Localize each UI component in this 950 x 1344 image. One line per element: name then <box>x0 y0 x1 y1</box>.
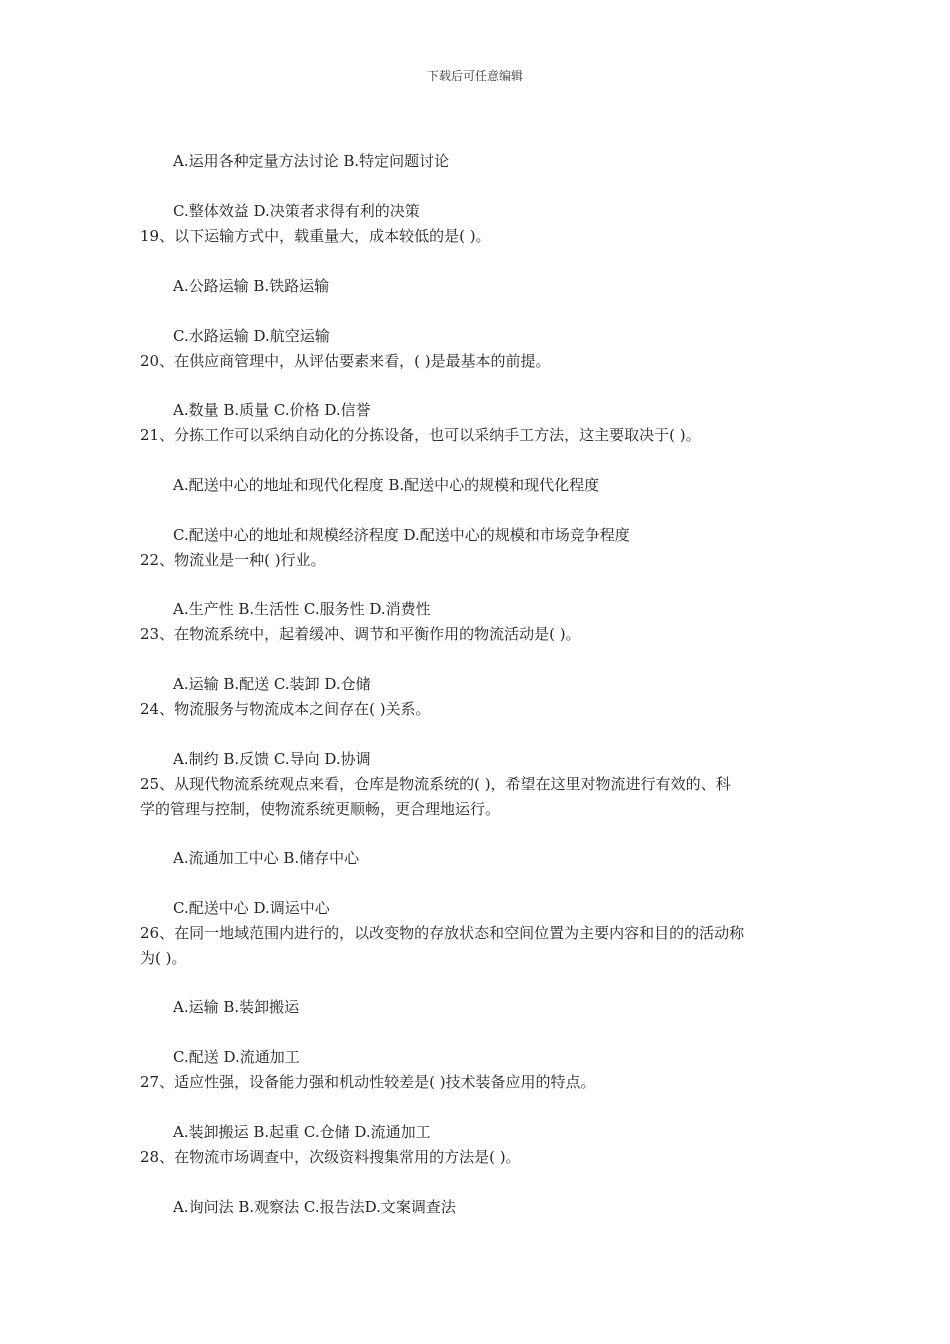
answer-options: C.整体效益 D.决策者求得有利的决策 <box>173 202 420 220</box>
question-text: 学的管理与控制，使物流系统更顺畅，更合理地运行。 <box>140 800 501 818</box>
question-text: 为( )。 <box>140 949 187 967</box>
answer-options: C.配送中心 D.调运中心 <box>173 899 330 917</box>
answer-options: A.制约 B.反馈 C.导向 D.协调 <box>173 750 371 768</box>
page-header: 下载后可任意编辑 <box>426 69 523 83</box>
question-text: 26、在同一地域范围内进行的，以改变物的存放状态和空间位置为主要内容和目的的活动称 <box>140 924 745 942</box>
question-text: 23、在物流系统中，起着缓冲、调节和平衡作用的物流活动是( )。 <box>140 625 581 643</box>
question-text: 28、在物流市场调查中，次级资料搜集常用的方法是( )。 <box>140 1148 521 1166</box>
answer-options: A.配送中心的地址和现代化程度 B.配送中心的规模和现代化程度 <box>173 476 600 494</box>
answer-options: A.公路运输 B.铁路运输 <box>173 277 330 295</box>
answer-options: A.询问法 B.观察法 C.报告法D.文案调查法 <box>173 1198 456 1216</box>
answer-options: C.配送中心的地址和规模经济程度 D.配送中心的规模和市场竞争程度 <box>173 526 630 544</box>
question-text: 19、以下运输方式中，载重量大，成本较低的是( )。 <box>140 227 491 245</box>
answer-options: C.水路运输 D.航空运输 <box>173 327 330 345</box>
question-text: 24、物流服务与物流成本之间存在( )关系。 <box>140 700 431 718</box>
question-text: 22、物流业是一种( )行业。 <box>140 551 326 569</box>
answer-options: A.流通加工中心 B.储存中心 <box>173 849 360 867</box>
answer-options: A.运输 B.配送 C.装卸 D.仓储 <box>173 675 371 693</box>
answer-options: A.数量 B.质量 C.价格 D.信誉 <box>173 401 371 419</box>
question-text: 25、从现代物流系统观点来看，仓库是物流系统的( )，希望在这里对物流进行有效的、科 <box>140 775 731 793</box>
answer-options: A.生产性 B.生活性 C.服务性 D.消费性 <box>173 600 431 618</box>
answer-options: A.运输 B.装卸搬运 <box>173 998 300 1016</box>
answer-options: A.装卸搬运 B.起重 C.仓储 D.流通加工 <box>173 1123 431 1141</box>
question-text: 20、在供应商管理中，从评估要素来看，( )是最基本的前提。 <box>140 352 551 370</box>
answer-options: A.运用各种定量方法讨论 B.特定问题讨论 <box>173 152 450 170</box>
question-text: 27、适应性强，设备能力强和机动性较差是( )技术装备应用的特点。 <box>140 1073 596 1091</box>
question-text: 21、分拣工作可以采纳自动化的分拣设备，也可以采纳手工方法，这主要取决于( )。 <box>140 426 701 444</box>
answer-options: C.配送 D.流通加工 <box>173 1048 300 1066</box>
